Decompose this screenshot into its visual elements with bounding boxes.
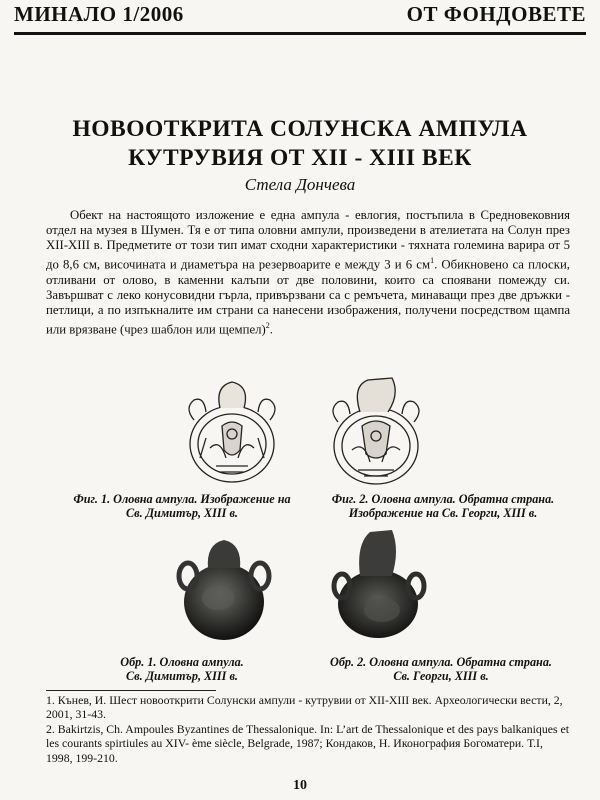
article-title [0, 115, 600, 173]
ampulla-drawing-back [322, 374, 430, 490]
figure-2-caption: Фиг. 2. Оловна ампула. Обратна страна. Изображение на Св. Георги, XIII в. [331, 492, 555, 520]
header-rule [14, 32, 586, 35]
body-paragraph [46, 208, 570, 337]
ampulla-photo-front [168, 532, 280, 644]
photo-2-caption-line1: Обр. 2. Оловна ампула. Обратна страна. [330, 655, 552, 669]
footnotes [46, 693, 570, 765]
ampulla-drawing-front [180, 378, 285, 488]
figure-1-caption: Фиг. 1. Оловна ампула. Изображение на Св. Димитър, XIII в. [73, 492, 291, 520]
journal-issue: МИНАЛО 1/2006 [14, 2, 184, 26]
ampulla-photo-back [326, 524, 432, 644]
footnote-1: 1. Кънев, И. Шест новооткрити Солунски ампули - кутрувии от XII-XIII век. Археологически вести, 2, 2001, 31-43. [46, 693, 563, 722]
body-text-part2: . Обикновено са плоски, отливани от олово, в каменни калъпи от две половини, които са споявани помежду си. Завършват с леко конусовидни гърла, привързвани са с ремъчета, минаващи през две дръжки - петлици, а по изпъкналите им страни са нанесени изображения, получени посредством щампа или врязване (чрез шаблон или щемпел) [46, 257, 570, 337]
photo-2-caption [310, 655, 572, 683]
footnote-2: 2. Bakirtzis, Ch. Ampoules Byzantines de Thessalonique. In: L’art de Thessalonique et des pays balkaniques et les courants spirtiules au XIV- ème siècle, Belgrade, 1987; Кондаков, Н. Иконография Богоматери. Т.I, 1998, 199-210. [46, 721, 570, 765]
photo-1-caption-line2: Св. Димитър, XIII в. [126, 669, 238, 683]
footnote-ref-2: 2 [265, 320, 270, 330]
page-number: 10 [293, 778, 307, 793]
running-header [14, 2, 586, 32]
footnote-separator [46, 690, 216, 691]
body-text-part1: Обект на настоящото изложение е една ампула - евлогия, постъпила в Средновековния отдел на музея в Шумен. Тя е от типа оловни ампули, произведени в ателиетата на Солун през XII-XIII в. Предметите от този тип имат сходни характеристики - тяхната големина варира от 5 до 8,6 см, височината и диаметъра на резервоарите е между 3 и 6 см [46, 208, 570, 272]
article-author: Стела Дончева [244, 175, 356, 194]
photo-1-caption [66, 655, 298, 683]
article-title-line2: КУТРУВИЯ ОТ XII - XIII ВЕК [128, 145, 472, 171]
section-name: ОТ ФОНДОВЕТЕ [406, 2, 586, 26]
body-text-part3: . [269, 322, 273, 337]
photo-2-caption-line2: Св. Георги, XIII в. [393, 669, 489, 683]
photo-1-caption-line1: Обр. 1. Оловна ампула. [120, 655, 244, 669]
article-title-line1: НОВООТКРИТА СОЛУНСКА АМПУЛА [72, 116, 528, 142]
footnote-ref-1: 1 [430, 256, 435, 266]
